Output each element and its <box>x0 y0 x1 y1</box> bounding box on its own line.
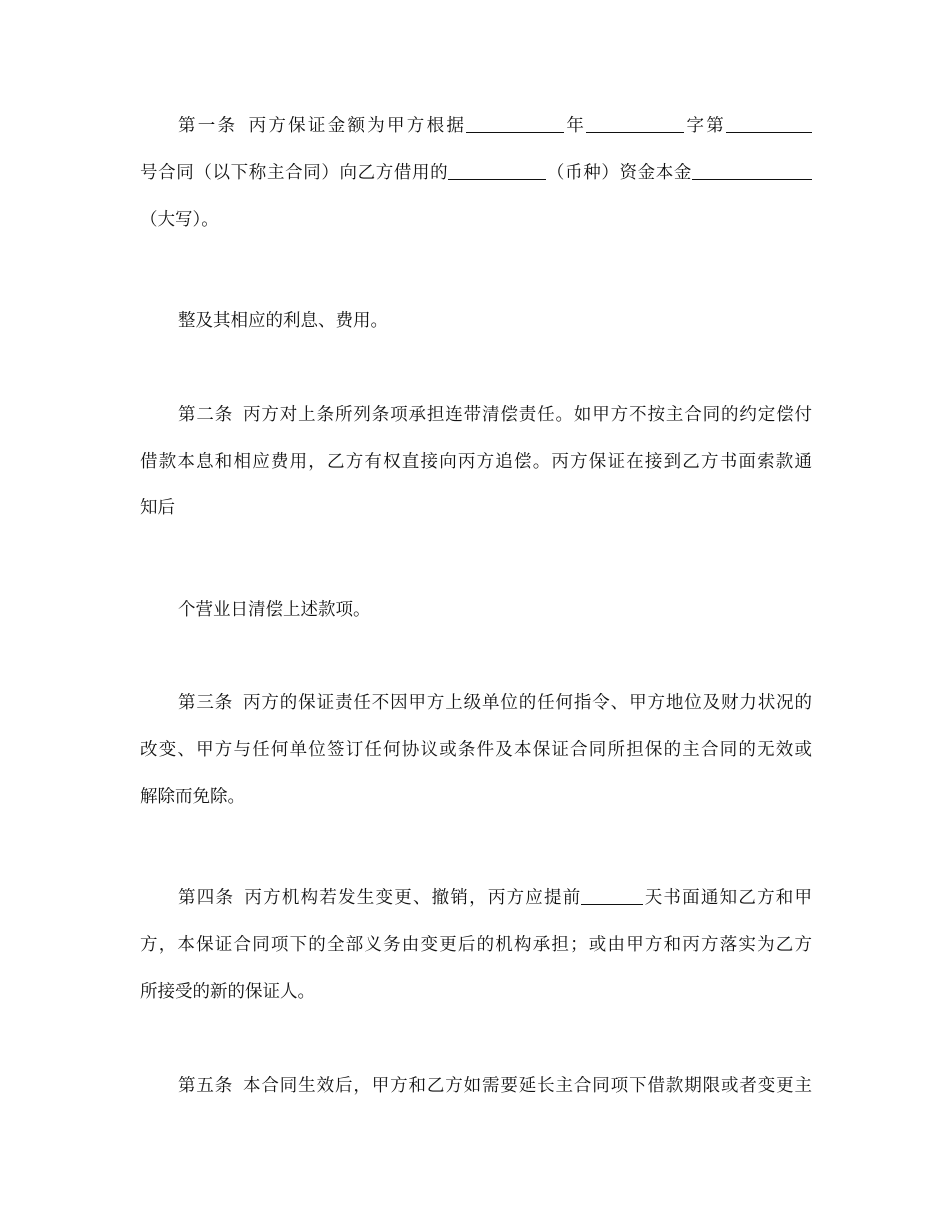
article1-line1 <box>178 110 812 142</box>
article3-text: 丙方的保证责任不因甲方上级单位的任何指令、甲方地位及财力状况的 <box>242 693 812 713</box>
article2-line2: 借款本息和相应费用，乙方有权直接向丙方追偿。丙方保证在接到乙方书面索款通 <box>140 452 812 472</box>
article1-text: （币种）资金本金 <box>546 163 693 183</box>
article4-label: 第四条 <box>178 888 235 908</box>
article2-line1 <box>178 399 812 431</box>
blank-currency <box>448 159 546 180</box>
article4-line3: 所接受的新的保证人。 <box>140 982 315 1002</box>
article1-continuation: 整及其相应的利息、费用。 <box>178 311 388 331</box>
article3-label: 第三条 <box>178 693 234 713</box>
article5-label: 第五条 <box>178 1076 234 1096</box>
blank-notice-days <box>581 884 643 905</box>
article3-line3: 解除而免除。 <box>140 787 245 807</box>
article1-text: 号合同（以下称主合同）向乙方借用的 <box>140 163 449 183</box>
blank-year-number <box>466 112 564 133</box>
article5-line1 <box>178 1070 812 1102</box>
article2-label: 第二条 <box>178 405 234 425</box>
article4-line1 <box>178 882 812 914</box>
blank-word-prefix <box>586 112 684 133</box>
article2-continuation: 个营业日清偿上述款项。 <box>178 600 371 620</box>
article5-text: 本合同生效后，甲方和乙方如需要延长主合同项下借款期限或者变更主 <box>242 1076 812 1096</box>
article1-text: 字第 <box>684 116 727 136</box>
article4-text: 丙方机构若发生变更、撤销，丙方应提前 <box>243 888 582 908</box>
article2-text: 丙方对上条所列条项承担连带清偿责任。如甲方不按主合同的约定偿付 <box>242 405 812 425</box>
article1-label: 第一条 <box>178 116 238 136</box>
article4-text: 天书面通知乙方和甲 <box>643 888 812 908</box>
article2-line3: 知后 <box>140 498 175 518</box>
article1-line2 <box>140 157 812 189</box>
article3-line2: 改变、甲方与任何单位签订任何协议或条件及本保证合同所担保的主合同的无效或 <box>140 740 812 760</box>
article1-text: 年 <box>564 116 587 136</box>
blank-principal-amount <box>692 159 812 180</box>
article1-text: 丙方保证金额为甲方根据 <box>246 116 467 136</box>
article3-line1 <box>178 687 812 719</box>
blank-serial-number <box>726 112 812 133</box>
article4-line2: 方，本保证合同项下的全部义务由变更后的机构承担；或由甲方和丙方落实为乙方 <box>140 935 812 955</box>
article1-line3: （大写）。 <box>140 210 219 230</box>
